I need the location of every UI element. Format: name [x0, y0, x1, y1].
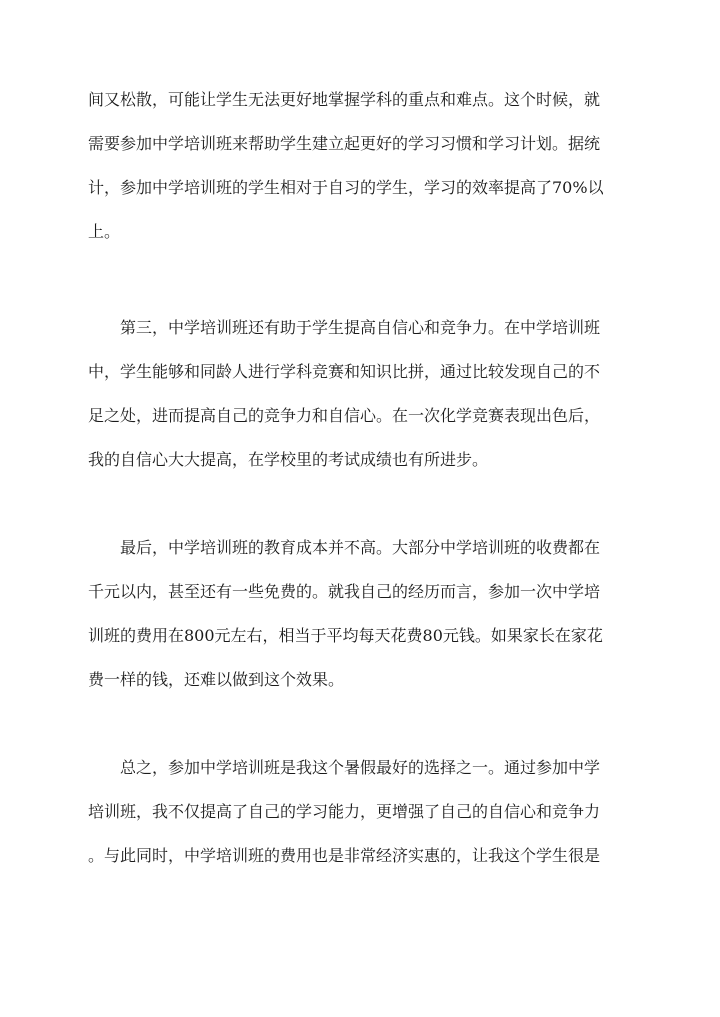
text-line: 中，学生能够和同龄人进行学科竞赛和知识比拼，通过比较发现自己的不 — [88, 362, 601, 381]
text-line: 千元以内，甚至还有一些免费的。就我自己的经历而言，参加一次中学培 — [88, 582, 601, 601]
paragraph-cost — [88, 526, 648, 702]
paragraph-study-habits — [88, 78, 648, 254]
text-line: 计，参加中学培训班的学生相对于自习的学生，学习的效率提高了70%以 — [88, 178, 604, 197]
text-line: 我的自信心大大提高，在学校里的考试成绩也有所进步。 — [88, 450, 489, 469]
text-line: 第三，中学培训班还有助于学生提高自信心和竞争力。在中学培训班 — [120, 318, 601, 337]
text-line: 。与此同时，中学培训班的费用也是非常经济实惠的，让我这个学生很是 — [88, 846, 601, 865]
text-line: 上。 — [88, 222, 121, 241]
text-line: 间又松散，可能让学生无法更好地掌握学科的重点和难点。这个时候，就 — [88, 90, 601, 109]
paragraph-conclusion — [88, 746, 648, 878]
text-line: 培训班，我不仅提高了自己的学习能力，更增强了自己的自信心和竞争力 — [88, 802, 601, 821]
text-line: 足之处，进而提高自己的竞争力和自信心。在一次化学竞赛表现出色后， — [88, 406, 601, 425]
text-line: 训班的费用在800元左右，相当于平均每天花费80元钱。如果家长在家花 — [88, 626, 603, 645]
text-line: 需要参加中学培训班来帮助学生建立起更好的学习习惯和学习计划。据统 — [88, 134, 601, 153]
text-line: 费一样的钱，还难以做到这个效果。 — [88, 670, 345, 689]
paragraph-confidence — [88, 306, 648, 482]
text-line: 最后，中学培训班的教育成本并不高。大部分中学培训班的收费都在 — [120, 538, 601, 557]
text-line: 总之，参加中学培训班是我这个暑假最好的选择之一。通过参加中学 — [120, 758, 601, 777]
